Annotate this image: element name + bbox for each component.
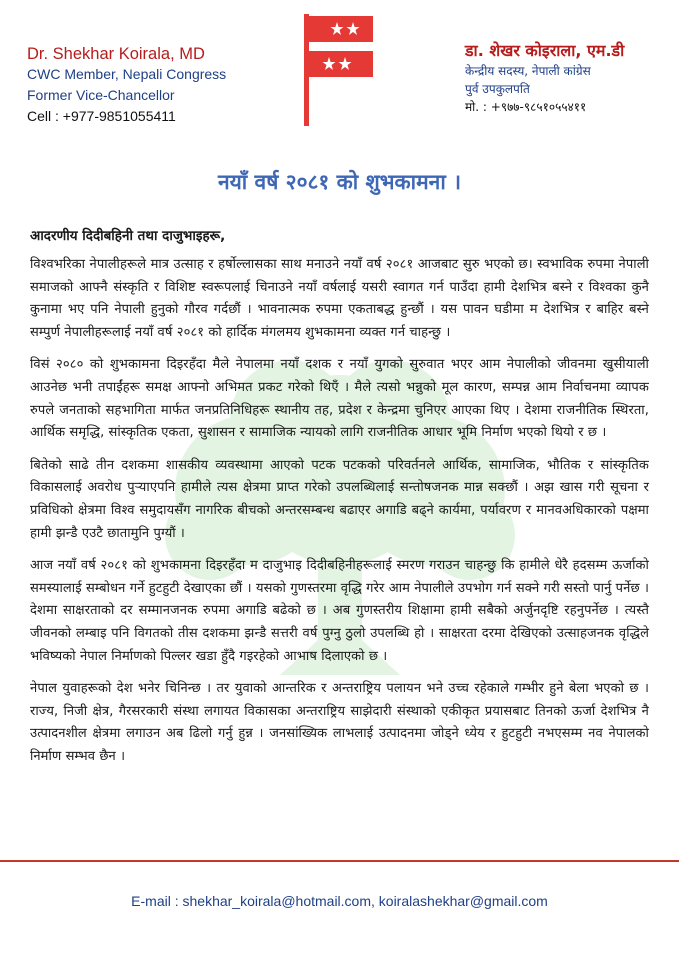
nepali-congress-flag-logo (298, 12, 376, 131)
position-line-1-nepali: केन्द्रीय सदस्य, नेपाली कांग्रेस (465, 64, 591, 78)
letterhead-left (27, 44, 277, 127)
author-name-english: Dr. Shekhar Koirala, MD (27, 45, 205, 63)
flag-icon (298, 12, 376, 127)
position-line-2-nepali: पुर्व उपकुलपति (465, 82, 530, 96)
salutation: आदरणीय दिदीबहिनी तथा दाजुभाइहरू, (30, 228, 226, 244)
author-name-nepali: डा. शेखर कोइराला, एम.डी (465, 41, 625, 60)
paragraph-5: नेपाल युवाहरूको देश भनेर चिनिन्छ । तर युवाको आन्तरिक र अन्तराष्ट्रिय पलायन भने उच्च रहेकाले गम्भीर हुने बेला भएको छ । राज्य, निजी क्षेत्र, गैरसरकारी संस्था लगायत विकासका अन्तराष्ट्रिय साझेदारी संस्थाको एकीकृत प्रयासबाट तिनको ऊर्जा देशभित्र नै उत्पादनशील क्षेत्रमा लगाउन अब ढिलो गर्नु हुन्न । जनसांख्यिक लाभलाई उत्पादनमा जोड्ने ध्येय र हुटहुटी नभएसम्म नव नेपालको निर्माण सम्भव छैन । (30, 681, 649, 764)
cell-number-nepali: मो. : +९७७-९८५१०५५४११ (465, 100, 587, 114)
paragraph-1: विश्वभरिका नेपालीहरूले मात्र उत्साह र हर्षोल्लासका साथ मनाउने नयाँ वर्ष २०८१ आजबाट सुरु भएको छ। स्वभाविक रुपमा नेपाली समाजको आफ्नै संस्कृति र विशिष्ट स्वरूपलाई चिनाउने नयाँ वर्षलाई यसरी स्वागत गर्न पाउँदा हामी देशभित्र बस्ने र विश्वका कुनै कुनामा भए पनि नेपाली हुनुको गौरव गर्दछौं । भावनात्मक रुपमा एकताबद्ध हुन्छौं । यस पावन घडीमा म देशभित्र र बाहिर बस्ने सम्पुर्ण नेपालीहरूलाई नयाँ वर्ष २०८१ को हार्दिक मंगलमय शुभकामना व्यक्त गर्न चाहन्छु । (30, 257, 649, 340)
letterhead-right (465, 40, 670, 116)
letter-body (30, 224, 649, 778)
paragraph-4: आज नयाँ वर्ष २०८१ को शुभकामना दिइरहँदा म दाजुभाइ दिदीबहिनीहरूलाई स्मरण गराउन चाहन्छु कि हामीले धेरै हदसम्म ऊर्जाको समस्यालाई सम्बोधन गर्ने हुटहुटी देखाएका छौं । यसको गुणस्तरमा वृद्धि गरेर आम नेपालीले उपभोग गर्न सक्ने गरी सस्तो पार्नु पर्नेछ । देशमा साक्षरताको दर सम्मानजनक रुपमा अगाडि बढेको छ । अब गुणस्तरीय शिक्षामा हामी सबैको अर्जुनदृष्टि रहनुपर्नेछ । त्यस्तै जीवनको लम्बाइ पनि विगतको तीस दशकमा झन्डै सत्तरी वर्ष पुग्नु ठुलो उपलब्धि हो । साक्षरता दरमा देखिएको उत्साहजनक वृद्धिले भविष्यको नेपाल निर्माणको पिल्लर खडा हुँदै गइरहेको आभाष दिलाएको छ । (30, 558, 649, 664)
position-line-2: Former Vice-Chancellor (27, 87, 175, 103)
position-line-1: CWC Member, Nepali Congress (27, 66, 227, 82)
paragraph-3: बितेको साढे तीन दशकमा शासकीय व्यवस्थामा आएको पटक पटकको परिवर्तनले आर्थिक, सामाजिक, भौतिक र सांस्कृतिक विकासलाई अवरोध पुऱ्याएपनि हामीले त्यस क्षेत्रमा प्राप्त गरेको उपलब्धिलाई सन्तोषजनक मान्न सक्छौं । अझ खास गरी सूचना र प्रविधिको क्षेत्रमा विश्व समुदायसँग नागरिक बीचको अन्तरसम्बन्ध बढाएर अगाडि बढ्ने कार्यमा, पर्यावरण र मानवअधिकारको पक्षमा हामी झन्डै एउटै छातामुनि पुग्यौं । (30, 457, 649, 541)
cell-number: Cell : +977-9851055411 (27, 108, 176, 124)
letter-title: नयाँ वर्ष २०८१ को शुभकामना । (217, 170, 462, 194)
footer-email[interactable]: E-mail : shekhar_koirala@hotmail.com, koiralashekhar@gmail.com (131, 893, 548, 909)
paragraph-2: विसं २०८० को शुभकामना दिइरहँदा मैले नेपालमा नयाँ दशक र नयाँ युगको सुरुवात भएर आम नेपालीको जीवनमा खुसीयाली आउनेछ भनी तपाईंहरू समक्ष आफ्नो अभिमत प्रकट गरेको थिएँ । मैले त्यसो भन्नुको मूल कारण, सम्पन्न आम निर्वाचनमा व्यापक रुपले जनताको सहभागिता मार्फत जनप्रतिनिधिहरू स्थानीय तह, प्रदेश र केन्द्रमा चुनिएर आएका थिए । देशमा राजनीतिक स्थिरता, आर्थिक समृद्धि, सांस्कृतिक एकता, सुशासन र सामाजिक न्यायको लागि राजनीतिक आधार भूमि निर्माण भएको थियो र छ । (30, 357, 649, 441)
footer-divider (0, 860, 679, 862)
